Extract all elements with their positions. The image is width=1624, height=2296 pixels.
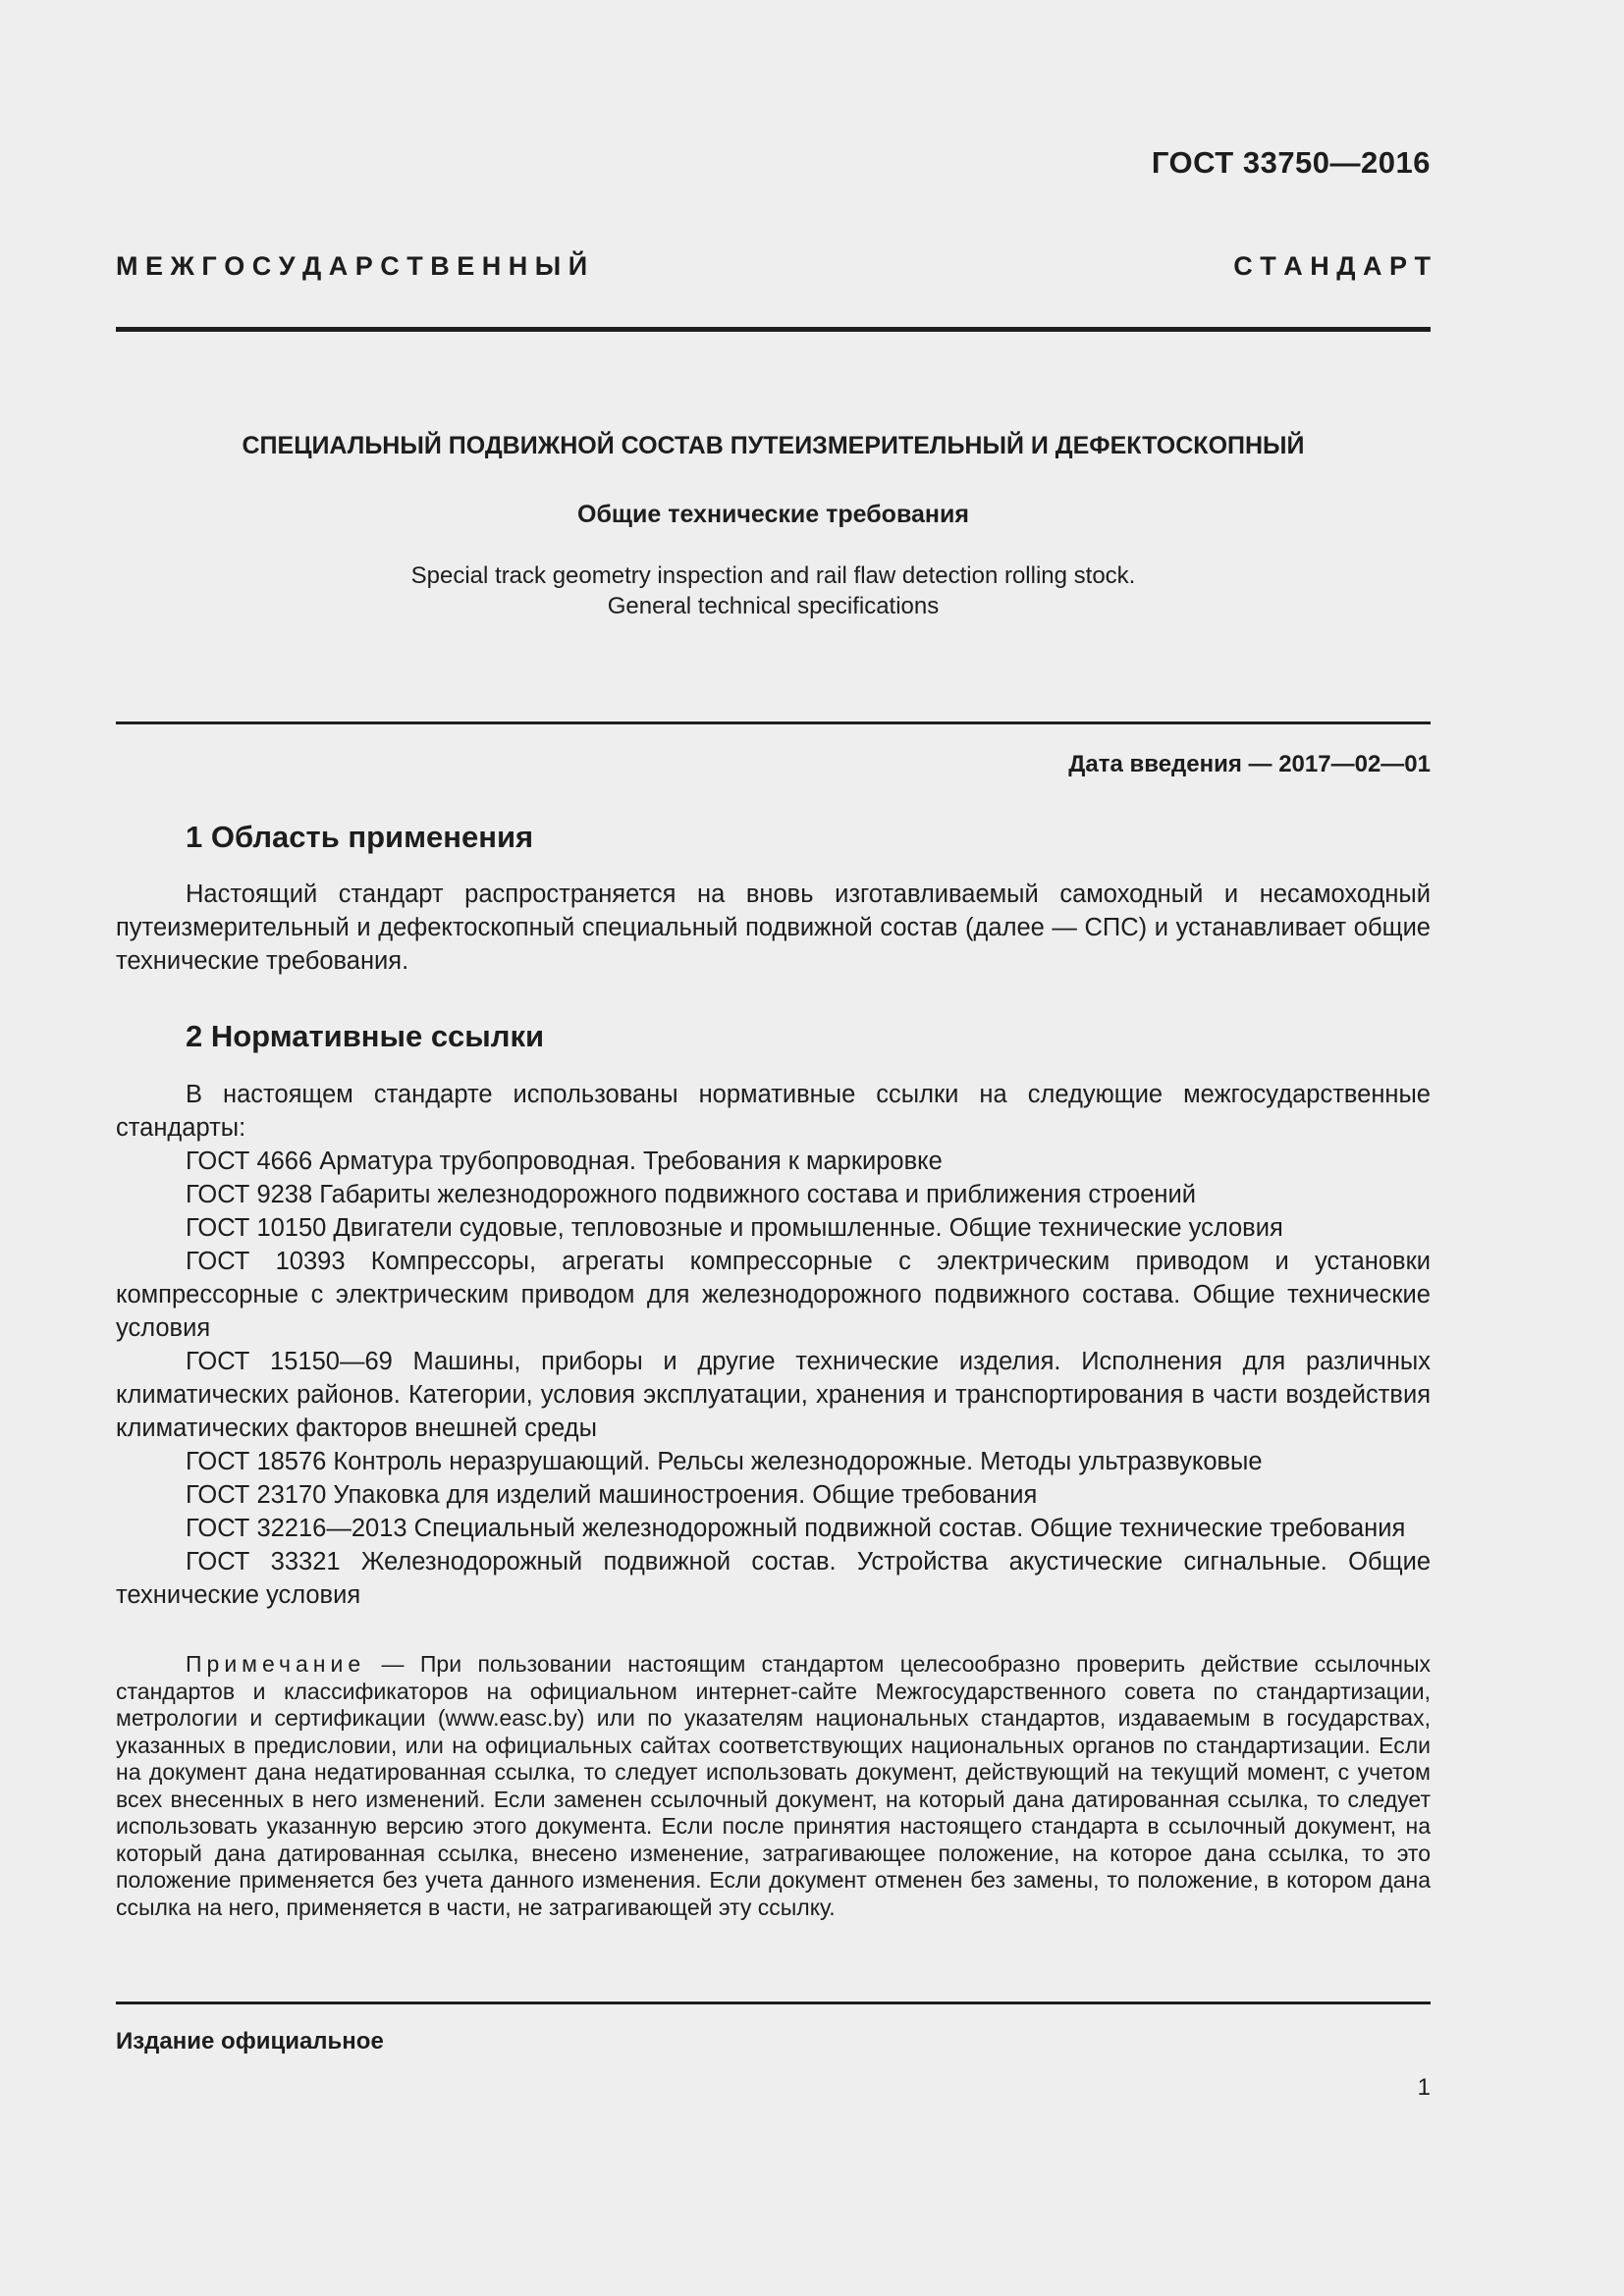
reference-item: ГОСТ 33321 Железнодорожный подвижной состав. Устройства акустические сигнальные. Общие технические условия <box>116 1548 1431 1609</box>
document-number: ГОСТ 33750—2016 <box>1151 145 1431 180</box>
section-2-heading: 2 Нормативные ссылки <box>186 1019 545 1053</box>
standard-kind-heading <box>116 251 1431 282</box>
references-note <box>116 1651 1431 1921</box>
standard-kind-word-1: М Е Ж Г О С У Д А Р С Т В Е Н Н Ы Й <box>116 251 588 281</box>
references-intro: В настоящем стандарте использованы нормативные ссылки на следующие межгосударственные стандарты: <box>116 1081 1431 1142</box>
document-subtitle: Общие технические требования <box>577 501 969 528</box>
section-1-text <box>116 878 1431 978</box>
reference-item: ГОСТ 18576 Контроль неразрушающий. Рельсы железнодорожные. Методы ультразвуковые <box>186 1448 1263 1475</box>
reference-item: ГОСТ 15150—69 Машины, приборы и другие технические изделия. Исполнения для различных климатических районов. Категории, условия эксплуатации, хранения и транспортирования в части воздействия климатических факторов внешней среды <box>116 1348 1431 1442</box>
footer-rule <box>116 2002 1431 2004</box>
note-label: Примечание <box>186 1651 366 1677</box>
reference-item: ГОСТ 23170 Упаковка для изделий машиностроения. Общие требования <box>186 1481 1038 1509</box>
document-page <box>116 0 1431 2296</box>
title-rule <box>116 721 1431 724</box>
standard-kind-word-2: С Т А Н Д А Р Т <box>1233 251 1431 281</box>
section-1-heading: 1 Область применения <box>186 820 534 854</box>
introduction-date: Дата введения — 2017—02—01 <box>1068 751 1431 777</box>
reference-item: ГОСТ 4666 Арматура трубопроводная. Требования к маркировке <box>186 1148 943 1175</box>
note-text: — При пользовании настоящим стандартом целесообразно проверить действие ссылочных стандартов и классификаторов на официальном интернет-сайте Межгосударственного совета по стандартизации, метрологии и сертификации (www.easc.by) или по указателям национальных стандартов, издаваемым в государствах, указанных в предисловии, или на официальных сайтах соответствующих национальных органов по стандартизации. Если на документ дана недатированная ссылка, то следует использовать документ, действующий на текущий момент, с учетом всех внесенных в него изменений. Если заменен ссылочный документ, на который дана датированная ссылка, то следует использовать указанную версию этого документа. Если после принятия настоящего стандарта в ссылочный документ, на который дана датированная ссылка, внесено изменение, затрагивающее положение, на которое дана ссылка, то это положение применяется без учета данного изменения. Если документ отменен без замены, то положение, в котором дана ссылка на него, применяется в части, не затрагивающей эту ссылку. <box>116 1651 1431 1920</box>
english-title <box>116 561 1431 621</box>
english-title-line-1: Special track geometry inspection and rail flaw detection rolling stock. <box>410 562 1136 589</box>
references-list <box>116 1078 1431 1612</box>
header-rule <box>116 327 1431 332</box>
reference-item: ГОСТ 9238 Габариты железнодорожного подвижного состава и приближения строений <box>186 1181 1196 1208</box>
reference-item: ГОСТ 10150 Двигатели судовые, тепловозные и промышленные. Общие технические условия <box>186 1214 1283 1242</box>
page-number: 1 <box>1417 2074 1431 2101</box>
document-title: СПЕЦИАЛЬНЫЙ ПОДВИЖНОЙ СОСТАВ ПУТЕИЗМЕРИТЕЛЬНЫЙ И ДЕФЕКТОСКОПНЫЙ <box>242 432 1305 459</box>
scope-paragraph: Настоящий стандарт распространяется на вновь изготавливаемый самоходный и несамоходный путеизмерительный и дефектоскопный специальный подвижной состав (далее — СПС) и устанавливает общие технические требования. <box>116 881 1431 975</box>
reference-item: ГОСТ 10393 Компрессоры, агрегаты компрессорные с электрическим приводом и установки компрессорные с электрическим приводом для железнодорожного подвижного состава. Общие технические условия <box>116 1248 1431 1342</box>
official-edition-label: Издание официальное <box>116 2028 384 2055</box>
note-paragraph <box>116 1651 1431 1921</box>
english-title-line-2: General technical specifications <box>607 593 940 619</box>
reference-item: ГОСТ 32216—2013 Специальный железнодорожный подвижной состав. Общие технические требования <box>186 1515 1406 1542</box>
